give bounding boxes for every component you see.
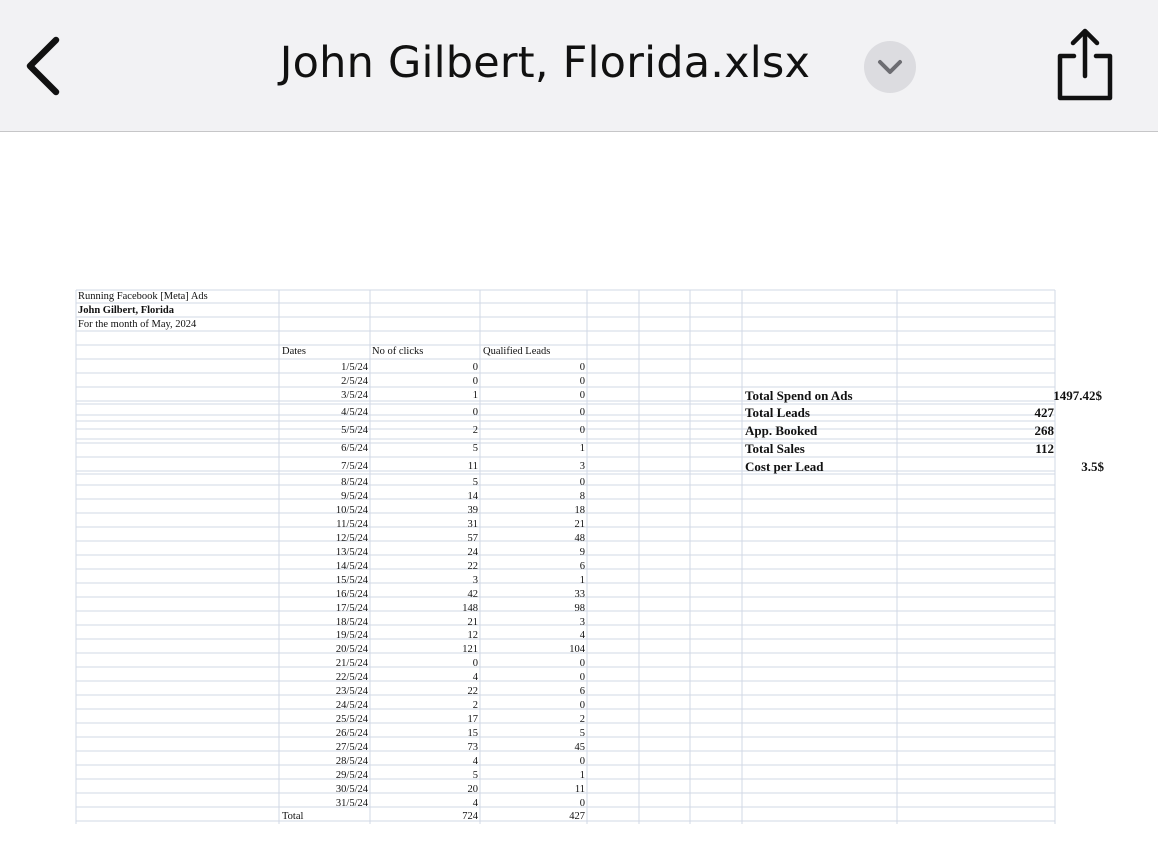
row-date: 20/5/24 (335, 644, 368, 656)
row-leads: 0 (579, 362, 585, 373)
row-clicks: 5 (472, 477, 478, 488)
row-clicks: 12 (467, 630, 478, 642)
row-date: 28/5/24 (335, 756, 368, 767)
row-date: 10/5/24 (335, 504, 368, 516)
summary-value: 427 (1034, 405, 1054, 420)
row-leads: 33 (574, 588, 585, 600)
summary-label: Total Spend on Ads (745, 388, 853, 403)
row-clicks: 57 (467, 532, 478, 544)
row-leads: 1 (579, 574, 585, 586)
row-clicks: 22 (467, 686, 478, 698)
sheet-header-line: Running Facebook [Meta] Ads (78, 291, 208, 302)
row-leads: 0 (579, 425, 585, 436)
row-date: 13/5/24 (335, 546, 368, 558)
summary-label: Total Sales (745, 441, 805, 456)
row-clicks: 3 (472, 574, 478, 586)
row-date: 12/5/24 (335, 532, 368, 544)
row-date: 1/5/24 (341, 362, 368, 373)
row-leads: 2 (579, 714, 585, 726)
row-leads: 0 (579, 797, 585, 809)
row-leads: 8 (579, 490, 585, 502)
row-leads: 4 (579, 630, 585, 642)
row-leads: 6 (579, 560, 585, 572)
row-date: 9/5/24 (341, 490, 368, 502)
row-clicks: 22 (467, 560, 478, 572)
row-leads: 0 (579, 700, 585, 712)
row-date: 27/5/24 (335, 742, 368, 754)
row-leads: 11 (574, 783, 585, 795)
row-leads: 98 (574, 602, 585, 614)
row-leads: 0 (579, 756, 585, 767)
row-clicks: 20 (467, 783, 478, 795)
row-leads: 18 (574, 504, 585, 516)
column-header-clicks: No of clicks (372, 346, 424, 357)
row-leads: 6 (579, 686, 585, 698)
row-date: 31/5/24 (335, 797, 368, 809)
row-date: 24/5/24 (335, 700, 368, 712)
row-leads: 0 (579, 477, 585, 488)
row-leads: 0 (579, 672, 585, 684)
column-header-leads: Qualified Leads (483, 346, 551, 357)
total-clicks: 724 (462, 811, 478, 822)
row-date: 30/5/24 (335, 783, 368, 795)
row-date: 16/5/24 (335, 588, 368, 600)
row-date: 8/5/24 (341, 477, 368, 488)
row-date: 7/5/24 (341, 461, 368, 472)
row-clicks: 121 (462, 644, 478, 656)
row-leads: 3 (579, 616, 585, 628)
row-leads: 104 (569, 644, 585, 656)
row-date: 14/5/24 (335, 560, 368, 572)
row-leads: 0 (579, 658, 585, 670)
row-clicks: 4 (472, 756, 478, 767)
row-date: 2/5/24 (341, 376, 368, 387)
summary-value: 1497.42$ (1053, 388, 1102, 403)
row-date: 15/5/24 (335, 574, 368, 586)
row-clicks: 5 (472, 443, 478, 454)
summary-value: 3.5$ (1081, 459, 1104, 474)
total-label: Total (282, 811, 304, 822)
row-clicks: 15 (467, 728, 478, 740)
row-date: 23/5/24 (335, 686, 368, 698)
summary-value: 268 (1034, 423, 1054, 438)
row-leads: 1 (579, 769, 585, 781)
row-clicks: 4 (472, 672, 478, 684)
row-leads: 1 (579, 443, 585, 454)
row-clicks: 5 (472, 769, 478, 781)
summary-label: App. Booked (745, 423, 818, 438)
row-date: 11/5/24 (336, 518, 368, 530)
row-date: 25/5/24 (335, 714, 368, 726)
row-date: 26/5/24 (335, 728, 368, 740)
row-date: 19/5/24 (335, 630, 368, 642)
row-clicks: 73 (467, 742, 478, 754)
summary-label: Cost per Lead (745, 459, 824, 474)
row-leads: 45 (574, 742, 585, 754)
sheet-header-line: For the month of May, 2024 (78, 319, 197, 330)
row-leads: 0 (579, 376, 585, 387)
row-leads: 9 (579, 546, 585, 558)
row-leads: 0 (579, 407, 585, 418)
row-clicks: 14 (467, 490, 478, 502)
total-leads: 427 (569, 811, 585, 822)
row-clicks: 42 (467, 588, 478, 600)
column-header-dates: Dates (282, 346, 306, 357)
summary-value: 112 (1035, 441, 1054, 456)
row-date: 5/5/24 (341, 425, 368, 436)
row-leads: 5 (579, 728, 585, 740)
row-date: 4/5/24 (341, 407, 368, 418)
row-date: 17/5/24 (335, 602, 368, 614)
row-clicks: 0 (472, 658, 478, 670)
row-clicks: 24 (467, 546, 478, 558)
row-clicks: 4 (472, 797, 478, 809)
row-leads: 21 (574, 518, 585, 530)
row-clicks: 31 (467, 518, 478, 530)
summary-label: Total Leads (745, 405, 810, 420)
row-clicks: 0 (472, 407, 478, 418)
row-date: 18/5/24 (335, 616, 368, 628)
row-date: 22/5/24 (335, 672, 368, 684)
row-clicks: 11 (467, 461, 478, 472)
row-date: 3/5/24 (341, 390, 368, 401)
row-clicks: 17 (467, 714, 478, 726)
row-clicks: 148 (462, 602, 478, 614)
row-clicks: 2 (472, 425, 478, 436)
row-leads: 0 (579, 390, 585, 401)
row-clicks: 21 (467, 616, 478, 628)
row-leads: 3 (579, 461, 585, 472)
sheet-header-line: John Gilbert, Florida (78, 305, 174, 316)
row-clicks: 1 (472, 390, 478, 401)
row-clicks: 0 (472, 362, 478, 373)
row-clicks: 39 (467, 504, 478, 516)
row-date: 29/5/24 (335, 769, 368, 781)
row-date: 21/5/24 (335, 658, 368, 670)
document-title: John Gilbert, Florida.xlsx (279, 38, 811, 88)
row-date: 6/5/24 (341, 443, 368, 454)
row-clicks: 2 (472, 700, 478, 712)
row-leads: 48 (574, 532, 585, 544)
row-clicks: 0 (472, 376, 478, 387)
